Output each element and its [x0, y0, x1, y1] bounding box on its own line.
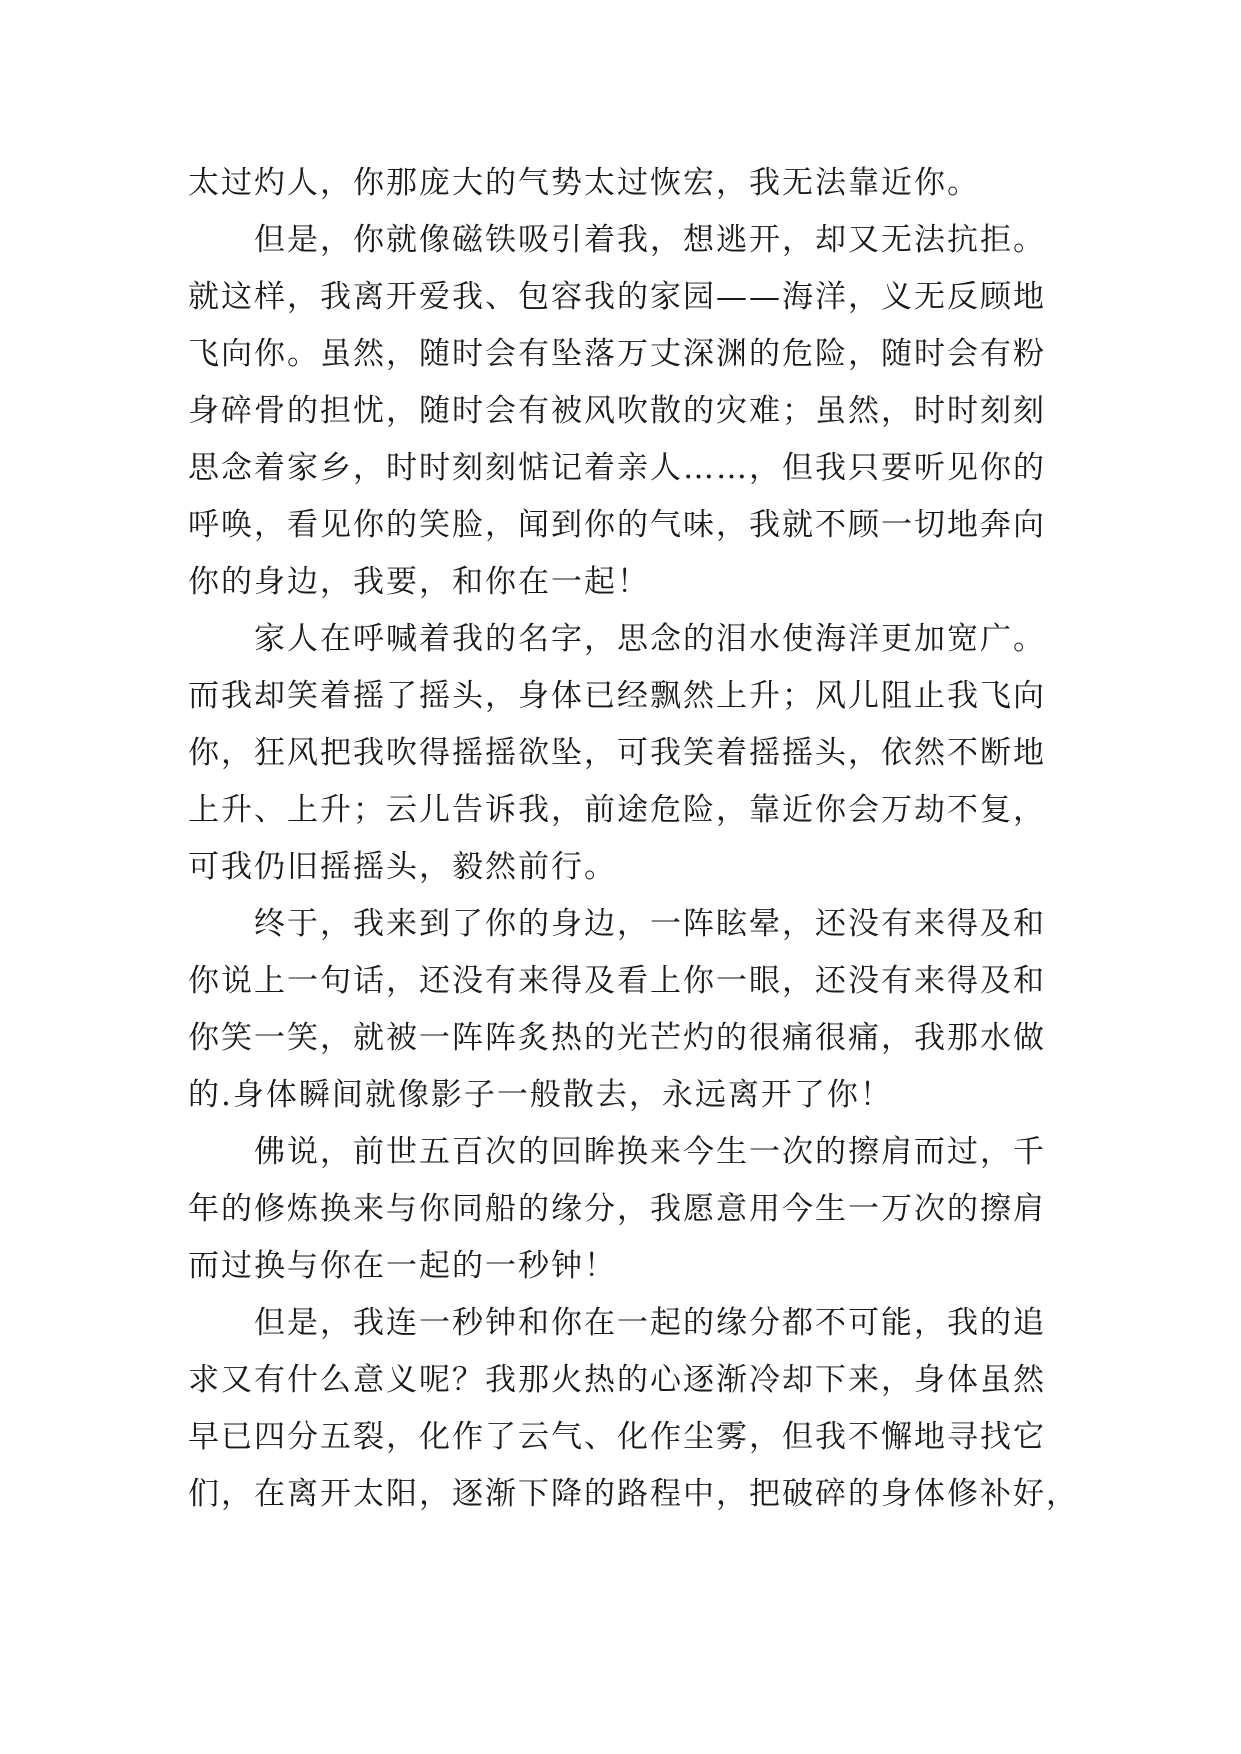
text-line: 你说上一句话，还没有来得及看上你一眼，还没有来得及和 — [188, 963, 1046, 999]
text-line: 的.身体瞬间就像影子一般散去，永远离开了你！ — [188, 1077, 893, 1113]
text-line: 身碎骨的担忧，随时会有被风吹散的灾难；虽然，时时刻刻 — [188, 393, 1046, 429]
text-line: 早已四分五裂，化作了云气、化作尘雾，但我不懈地寻找它 — [188, 1419, 1046, 1455]
text-line: 佛说，前世五百次的回眸换来今生一次的擦肩而过，千 — [254, 1134, 1046, 1170]
text-line: 年的修炼换来与你同船的缘分，我愿意用今生一万次的擦肩 — [188, 1191, 1046, 1227]
text-line: 呼唤，看见你的笑脸，闻到你的气味，我就不顾一切地奔向 — [188, 507, 1046, 543]
text-line: 求又有什么意义呢？我那火热的心逐渐冷却下来，身体虽然 — [188, 1362, 1046, 1398]
text-line: 但是，你就像磁铁吸引着我，想逃开，却又无法抗拒。 — [254, 222, 1046, 258]
text-line: 就这样，我离开爱我、包容我的家园——海洋，义无反顾地 — [188, 279, 1046, 315]
text-line: 终于，我来到了你的身边，一阵眩晕，还没有来得及和 — [254, 906, 1046, 942]
text-line: 家人在呼喊着我的名字，思念的泪水使海洋更加宽广。 — [254, 621, 1046, 657]
text-line: 你笑一笑，就被一阵阵炙热的光芒灼的很痛很痛，我那水做 — [188, 1020, 1046, 1056]
text-line: 飞向你。虽然，随时会有坠落万丈深渊的危险，随时会有粉 — [188, 336, 1046, 372]
text-line: 可我仍旧摇摇头，毅然前行。 — [188, 849, 617, 885]
text-line: 你，狂风把我吹得摇摇欲坠，可我笑着摇摇头，依然不断地 — [188, 735, 1046, 771]
text-line: 而过换与你在一起的一秒钟！ — [188, 1248, 617, 1284]
body-text — [188, 155, 1079, 1523]
text-line: 思念着家乡，时时刻刻惦记着亲人……，但我只要听见你的 — [188, 450, 1046, 486]
text-line: 太过灼人，你那庞大的气势太过恢宏，我无法靠近你。 — [188, 165, 980, 201]
text-line: 而我却笑着摇了摇头，身体已经飘然上升；风儿阻止我飞向 — [188, 678, 1046, 714]
text-line: 们，在离开太阳，逐渐下降的路程中，把破碎的身体修补好， — [188, 1476, 1079, 1512]
text-line: 但是，我连一秒钟和你在一起的缘分都不可能，我的追 — [254, 1305, 1046, 1341]
text-line: 上升、上升；云儿告诉我，前途危险，靠近你会万劫不复， — [188, 792, 1046, 828]
text-line: 你的身边，我要，和你在一起！ — [188, 564, 650, 600]
